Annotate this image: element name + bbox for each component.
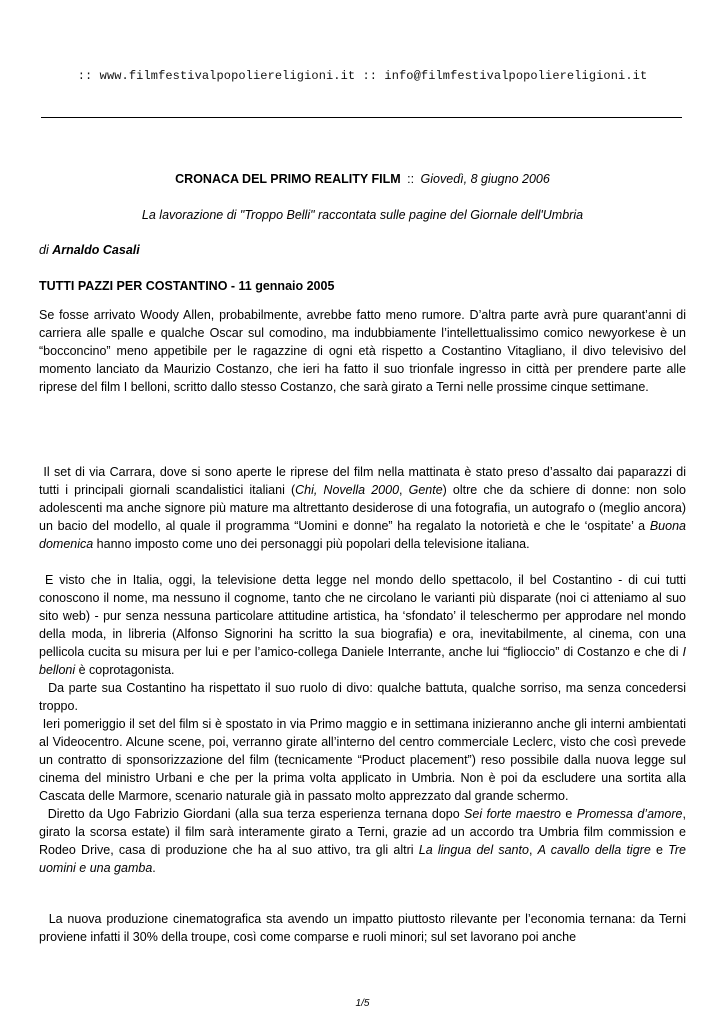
p6-text-a: Diretto da Ugo Fabrizio Giordani (alla sua terza esperienza ternana dopo: [47, 807, 465, 821]
author-prefix: di: [39, 243, 53, 257]
title-separator: ::: [407, 172, 415, 186]
paragraph-3: [39, 571, 686, 679]
p6-text-d: ,: [528, 843, 538, 857]
body-block-2: [39, 463, 686, 877]
p6-italic-tre-uomini: Tre uomini e una gamba: [39, 843, 686, 875]
p2-text-a: Il set di via Carrara, dove si sono aperte le riprese del film nella mattinata è stato preso d’assalto dai paparazzi di tutti i principali giornali scandalistici italiani (: [39, 465, 686, 497]
p4-text: Da parte sua Costantino ha rispettato il suo ruolo di divo: qualche battuta, qualche sorriso, ma senza concedersi troppo.: [39, 681, 686, 713]
blank-line: [39, 553, 686, 571]
p6-italic-lingua-del-santo: La lingua del santo: [418, 843, 529, 857]
p2-text-a2: ,: [399, 483, 409, 497]
article-title: [0, 172, 725, 186]
p6-text-f: .: [152, 861, 156, 875]
author-name: Arnaldo Casali: [52, 243, 140, 257]
p6-text-e: e: [650, 843, 669, 857]
title-main: CRONACA DEL PRIMO REALITY FILM: [175, 172, 401, 186]
site-header: :: www.filmfestivalpopoliereligioni.it :: info@filmfestivalpopoliereligioni.it: [77, 69, 648, 83]
p3-text-a: E visto che in Italia, oggi, la televisione detta legge nel mondo dello spettacolo, il bel Costantino - di cui tutti conoscono il nome, ma nessuno il cognome, tanto che ne circolano le varianti più disparate (noi ci atteniamo al suo sito web) - pur senza nessuna particolare attitudine artistica, ha ‘sfondato’ il teleschermo per approdare nel mondo della moda, in libreria (Alfonso Signorini ha scritto la sua biografia) e ora, inevitabilmente, al cinema, con una pellicola cucita su misura per lui e per l’amico-collega Daniele Interrante, anche lui “figlioccio” di Costanzo e che di: [39, 573, 686, 659]
p6-italic-promessa: Promessa d’amore: [576, 807, 683, 821]
p6-text-c: , girato la scorsa estate) il film sarà interamente girato a Terni, grazie ad un accordo tra Umbria film commission e Rodeo Drive, casa di produzione che ha al suo attivo, tra gli altri: [39, 807, 686, 857]
header-rule: [41, 117, 682, 118]
p7-text: La nuova produzione cinematografica sta avendo un impatto piuttosto rilevante per l’economia ternana: da Terni proviene infatti il 30% della troupe, così come comparse e ruoli minori; sul set lavorano poi anche: [39, 912, 686, 944]
paragraph-1-block: [39, 306, 686, 396]
section-title: TUTTI PAZZI PER COSTANTINO - 11 gennaio 2005: [39, 279, 335, 293]
body-block-3: [39, 910, 686, 946]
p6-italic-sei-forte-maestro: Sei forte maestro: [464, 807, 562, 821]
p2-italic-gente: Gente: [408, 483, 443, 497]
p6-italic-cavallo-tigre: A cavallo della tigre: [537, 843, 651, 857]
author-line: [39, 243, 140, 257]
paragraph-2: [39, 463, 686, 553]
p2-text-c: hanno imposto come uno dei personaggi più popolari della televisione italiana.: [93, 537, 530, 551]
p3-text-b: è coprotagonista.: [75, 663, 175, 677]
paragraph-7: [39, 910, 686, 946]
paragraph-4: [39, 679, 686, 715]
p2-text-b: ) oltre che da schiere di donne: non solo adolescenti ma anche signore più mature ma altrettanto desiderose di una fotografia, un autografo o (meglio ancora) un bacio del modello, al quale il programma “Uomini e donne” ha regalato la notorietà e che le ‘ospitate’ a: [39, 483, 686, 533]
paragraph-6: [39, 805, 686, 877]
title-date: Giovedì, 8 giugno 2006: [420, 172, 550, 186]
p6-text-b: e: [561, 807, 577, 821]
p5-text: Ieri pomeriggio il set del film si è spostato in via Primo maggio e in settimana inizieranno anche gli interni ambientati al Videocentro. Alcune scene, poi, verranno girate all’interno del centro commerciale Leclerc, visto che così prevede un contratto di sponsorizzazione del film (tecnicamente “Product placement”) reso possibile dalla nuova legge sul cinema del ministro Urbani e che per la prima volta applicato in Umbria. Non è poi da escludere una sortita alla Cascata delle Marmore, scenario naturale già in passato molto apprezzato dal grande schermo.: [39, 717, 686, 803]
page-number: 1/5: [355, 998, 370, 1009]
article-subtitle: La lavorazione di "Troppo Belli" raccontata sulle pagine del Giornale dell'Umbria: [141, 208, 584, 222]
p2-italic-buona-domenica: Buona domenica: [39, 519, 686, 551]
p2-italic-magazines: Chi, Novella 2000: [295, 483, 400, 497]
paragraph-5: [39, 715, 686, 805]
p3-italic-belloni: I belloni: [39, 645, 686, 677]
paragraph-1: Se fosse arrivato Woody Allen, probabilmente, avrebbe fatto meno rumore. D’altra parte avrà pure quarant’anni di carriera alle spalle e qualche Oscar sul comodino, ma indubbiamente l’intellettualissimo comico newyorkese è un “bocconcino” meno appetibile per le ragazzine di ogni età rispetto a Costantino Vitagliano, il divo televisivo del momento lanciato da Maurizio Costanzo, che ieri ha fatto il suo trionfale ingresso in città per prendere parte alle riprese del film I belloni, scritto dallo stesso Costanzo, che sarà girato a Terni nelle prossime cinque settimane.: [39, 308, 686, 394]
